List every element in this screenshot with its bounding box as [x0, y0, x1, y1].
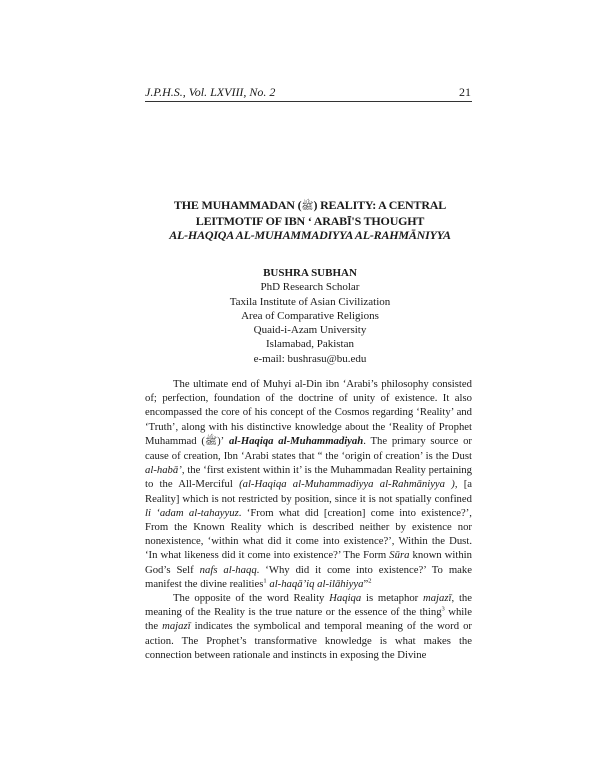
author-area: Area of Comparative Religions — [241, 309, 379, 322]
author-university: Quaid-i-Azam University — [253, 324, 367, 337]
header-rule — [145, 101, 472, 102]
salawat-seal-icon: ﷺ — [204, 435, 218, 447]
title-line-2: LEITMOTIF OF IBN ‘ ARABĪ'S THOUGHT — [195, 214, 425, 228]
paragraph-2: The opposite of the word Reality Haqiqa is metaphor majazī, the meaning of the Reality is the true nature or the essence of the thing$^3$ while the majazī indicates the symbolical and temporal meaning of the word or action. The Prophet’s transformative knowledge is what makes the connection between rationale and instincts in exposing the Divine — [145, 592, 473, 661]
footnote-ref-2[interactable]: 2 — [368, 577, 372, 585]
article-body — [145, 377, 472, 662]
author-role: PhD Research Scholar — [260, 281, 360, 294]
author-block — [150, 266, 470, 366]
running-header — [145, 82, 472, 104]
footnote-ref-1[interactable]: 1 — [263, 577, 267, 585]
footnote-ref-3[interactable]: 3 — [441, 605, 445, 613]
salawat-seal-icon: ﷺ — [301, 201, 314, 212]
journal-citation: J.P.H.S., Vol. LXVIII, No. 2 — [145, 85, 276, 99]
title-line-1: THE MUHAMMADAN (ﷺ) REALITY: A CENTRAL — [173, 198, 447, 212]
title-line-3: AL-HAQIQA AL-MUHAMMADIYYA AL-RAHMĀNIYYA — [169, 228, 451, 242]
paragraph-1: The ultimate end of Muhyi al-Din ibn ‘Arabi’s philosophy consisted of; perfection, foundation of the doctrine of unity of existence. It also encompassed the core of his concept of the Cosmos regarding ‘Reality’ and ‘Truth’, along with his distinctive knowledge about the ‘Reality of Prophet Muhammad (ﷺ)’ al-Haqiqa al-Muhammadiyah. The primary source or cause of creation, Ibn ‘Arabi states that “ the ‘origin of creation’ is the Dust al-habā’, the ‘first existent within it’ is the Muhammadan Reality pertaining to the All-Merciful (al-Haqiqa al-Muhammadiyya al-Rahmāniyya ), [a Reality] which is not restricted by position, since it is not spatially confined li ‘adam al-tahayyuz. ‘From what did [creation] come into existence?’, From the Known Reality which is described neither by existence nor nonexistence, ‘within what did it come into existence?’, Within the Dust. ‘In what likeness did it come into existence?’ The Form Sūra known within God’s Self nafs al-haqq. ‘Why did it come into existence?’ To make manifest the divine realities$^1$ al-haqā’iq al-ilāhiyya”$^2$ — [145, 378, 473, 590]
author-email: e-mail: bushrasu@bu.edu — [253, 352, 367, 365]
author-city: Islamabad, Pakistan — [266, 338, 354, 351]
author-name: BUSHRA SUBHAN — [263, 267, 357, 279]
page-number: 21 — [459, 85, 471, 99]
author-institute: Taxila Institute of Asian Civilization — [229, 295, 391, 308]
article-title — [130, 198, 490, 242]
